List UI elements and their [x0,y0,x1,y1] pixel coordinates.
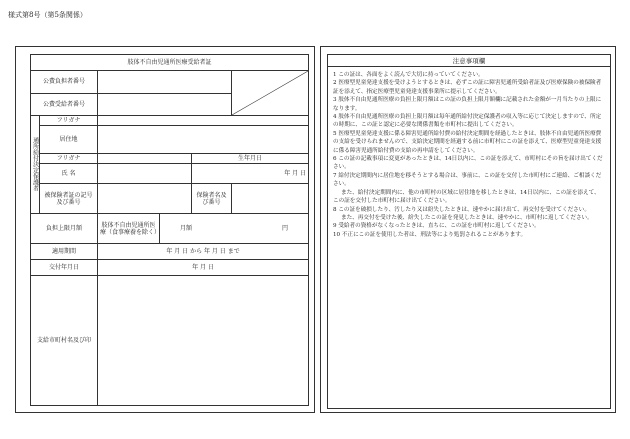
birthdate-label: 生年月日 [192,154,309,164]
note-item: 1 この証は、各面をよく読んで大切に持っていてください。 [333,72,484,78]
limit-label: 負担上限月額 [31,214,98,244]
notes-panel [320,46,616,413]
recipient-number-boxes [98,93,232,116]
note-item: 8 この証を破損したり、汚したり又は紛失したときは、速やかに届け出て、再交付を受けてください。 [333,206,590,213]
seal-field[interactable] [98,276,309,406]
certificate-title: 肢体不自由児通所医療受給者証 [31,55,309,71]
furigana-label-2: フリガナ [40,154,98,164]
furigana-label-1: フリガナ [40,116,98,126]
note-item: 10 不正にこの証を使用した者は、刑法等により処罰されることがあります。 [333,231,527,238]
period-field[interactable]: 年 月 日 から 年 月 日 まで [98,244,309,260]
note-item: 2 医療型児童発達支援を受けようとするときは、必ずこの証に障害児通所受給者証及び医療保険の被保険者証を添えて、指定医療型児童発達支援事業所に提示してください。 [333,80,602,95]
note-item: 7 給付決定期間内に居住地を移そうとする場合は、事前に、この証を交付した市町村にご連絡、ご相談ください。 [333,172,602,188]
recipient-number-label: 公費受給者番号 [31,93,98,116]
insured-card-field[interactable] [98,184,192,214]
insurer-field[interactable] [232,184,309,214]
issue-date-field[interactable]: 年 月 日 [98,260,309,276]
address-label: 居住地 [40,126,98,154]
certificate-panel [15,46,315,413]
yen-label: 円 [282,225,289,233]
note-item: 9 受給者の資格がなくなったときは、直ちに、この証を市町村に返してください。 [333,223,540,230]
name-label: 氏 名 [40,164,98,184]
diagonal-blank-cell [232,71,309,116]
medical-label: 肢体不自由児通所医療（食事療養を除く） [98,214,160,244]
monthly-limit-field[interactable] [160,214,309,244]
seal-label: 支給市町村名及び印 [31,276,98,406]
insurer-label: 保険者名及び番号 [192,184,232,214]
monthly-label: 月額 [180,225,193,233]
notes-box [327,54,611,409]
name-field[interactable] [98,164,192,184]
insured-card-label: 被保険者証の記号及び番号 [40,184,98,214]
period-label: 適用期間 [31,244,98,260]
note-item: 5 医療型児童発達支援に係る障害児通所給付費の給付決定期間を経過したときは、肢体不自由児通所医療費の支給を受けられませんので、支給決定期間を経過する前に市町村にこの証を添えて、医療型児童発達支援に係る障害児通所給付費の支給の再申請をしてください。 [333,130,602,154]
furigana-field-1[interactable] [98,116,309,126]
certificate-table [30,54,309,406]
note-item: 3 肢体不自由児通所医療の負担上限月額はこの証の負担上限月額欄に記載された金額が一月当たりの上限になります。 [333,97,602,112]
notes-title: 注意事項欄 [328,55,610,67]
provider-number-boxes [98,71,232,94]
notes-list [333,71,603,239]
note-item: また、給付決定期間内に、他の市町村の区域に居住地を移したときは、14日以内に、この証を添えて、この証を交付した市町村に届け出てください。 [333,189,600,205]
provider-number-label: 公費負担者番号 [31,71,98,94]
furigana-field-2[interactable] [98,154,192,164]
form-number: 様式第8号（第5条関係） [8,11,87,19]
guardian-side-label: 通所給付決定保護者 [31,116,40,214]
issue-date-label: 交付年月日 [31,260,98,276]
address-field[interactable] [98,126,309,154]
birthdate-field[interactable]: 年 月 日 [192,164,309,184]
note-item: 6 この証の記載事項に変更があったときは、14日以内に、この証を添えて、市町村にその旨を届け出てください。 [333,156,603,171]
note-item: また、再交付を受けた後、紛失したこの証を発見したときは、速やかに、市町村に返してください。 [341,214,593,221]
note-item: 4 肢体不自由児通所医療の負担上限月額は毎年通所給付決定保護者の収入等に応じて決定しますので、所定の時期に、この証と認定に必要な関係書類を市町村に提出してください。 [333,114,602,129]
